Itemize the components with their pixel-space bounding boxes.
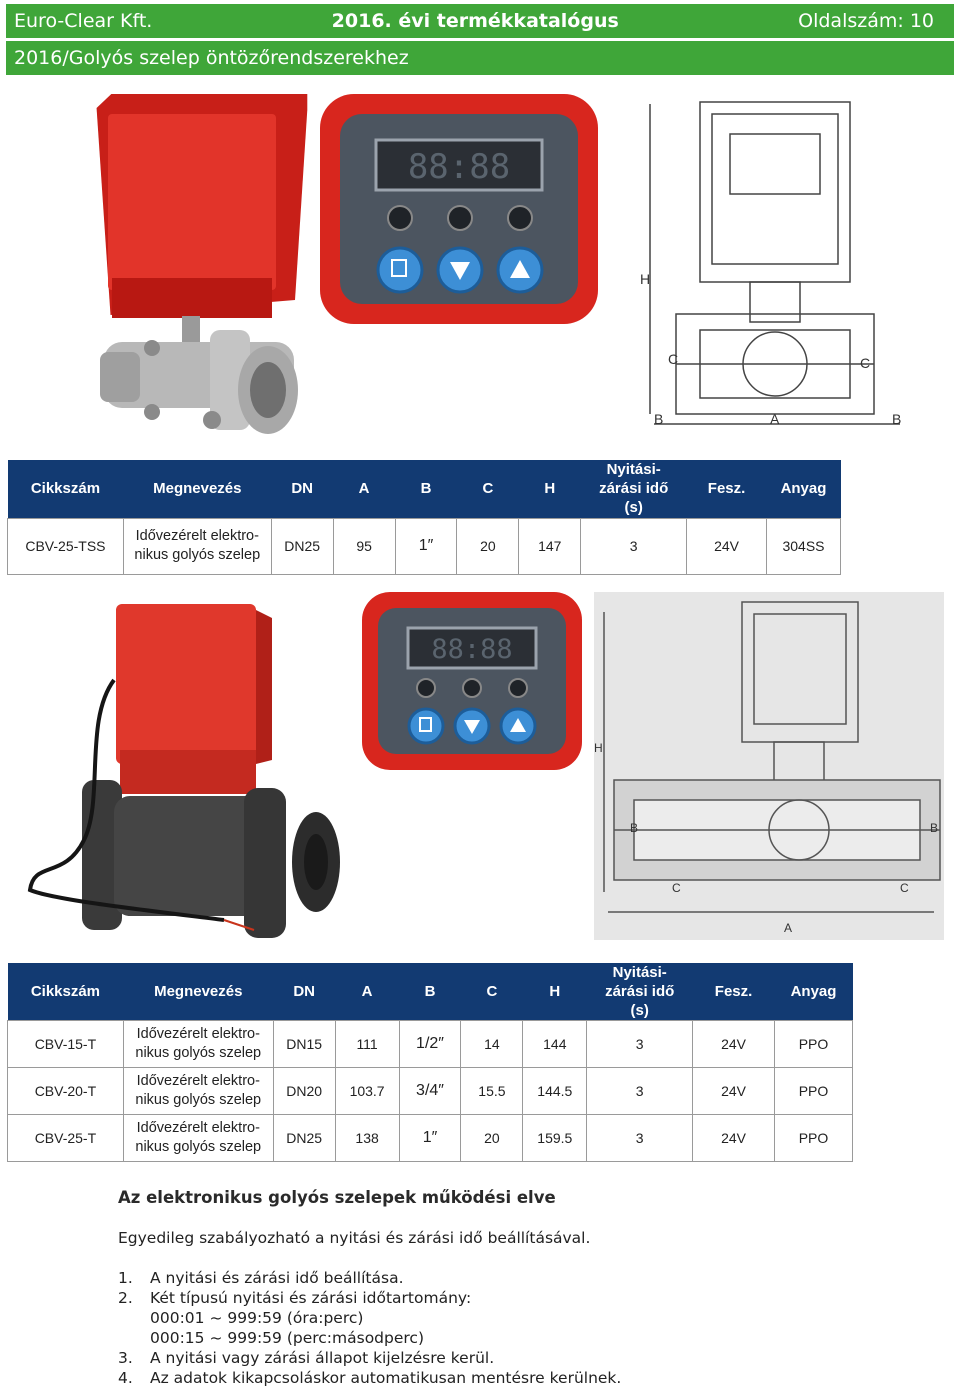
list-item <box>118 1308 621 1328</box>
col-header: Megnevezés <box>123 460 271 518</box>
col-header: Fesz. <box>687 460 767 518</box>
col-header: Anyag <box>766 460 840 518</box>
list-text: A nyitási vagy zárási állapot kijelzésre kerül. <box>150 1349 495 1367</box>
svg-text:C: C <box>860 355 871 371</box>
cell: CBV-25-T <box>8 1115 124 1162</box>
col-header: A <box>333 460 395 518</box>
cell: Idővezérelt elektro- nikus golyós szelep <box>123 1021 273 1068</box>
feature-list <box>118 1268 621 1388</box>
table-row <box>8 518 841 574</box>
list-number <box>118 1328 150 1348</box>
controller-panel-image-2 <box>360 590 584 772</box>
cell: Idővezérelt elektro- nikus golyós szelep <box>123 1068 273 1115</box>
cell: 3 <box>587 1115 693 1162</box>
cell: CBV-20-T <box>8 1068 124 1115</box>
panel-display-digits: 88:88 <box>407 147 511 187</box>
description-intro: Egyedileg szabályozható a nyitási és zárási idő beállításával. <box>118 1229 591 1247</box>
cell: 20 <box>461 1115 523 1162</box>
list-number: 2. <box>118 1289 133 1307</box>
svg-text:A: A <box>770 411 780 427</box>
cell: Idővezérelt elektro- nikus golyós szelep <box>123 518 271 574</box>
col-header: C <box>461 963 523 1021</box>
table-header-row <box>8 460 841 518</box>
col-header: Anyag <box>775 963 853 1021</box>
list-item <box>118 1368 621 1388</box>
col-header: Nyitási- zárási idő (s) <box>581 460 687 518</box>
cell: 159.5 <box>523 1115 587 1162</box>
list-item <box>118 1348 621 1368</box>
list-item <box>118 1268 621 1288</box>
page-subtitle: 2016/Golyós szelep öntözőrendszerekhez <box>14 47 409 69</box>
cell: 144 <box>523 1021 587 1068</box>
table-row <box>8 1021 853 1068</box>
list-text: A nyitási és zárási idő beállítása. <box>150 1269 404 1287</box>
col-header: Cikkszám <box>8 460 124 518</box>
cell: 24V <box>693 1068 775 1115</box>
page-number: Oldalszám: 10 <box>798 10 934 32</box>
cell: 95 <box>333 518 395 574</box>
col-header: Cikkszám <box>8 963 124 1021</box>
col-header: H <box>523 963 587 1021</box>
list-item <box>118 1328 621 1348</box>
table-row <box>8 1115 853 1162</box>
cell: 3 <box>587 1068 693 1115</box>
svg-text:C: C <box>900 881 909 895</box>
svg-text:A: A <box>784 921 793 935</box>
cell: 1″ <box>399 1115 461 1162</box>
svg-text:B: B <box>892 411 902 427</box>
cell: 1/2″ <box>399 1021 461 1068</box>
cell: 15.5 <box>461 1068 523 1115</box>
list-number: 1. <box>118 1269 133 1287</box>
svg-text:H: H <box>640 271 651 287</box>
panel-display-digits: 88:88 <box>431 634 513 665</box>
list-number: 3. <box>118 1349 133 1367</box>
cell: DN15 <box>273 1021 335 1068</box>
header-bar <box>6 4 954 38</box>
col-header: DN <box>271 460 333 518</box>
list-item <box>118 1288 621 1308</box>
description-intro-block <box>118 1229 590 1247</box>
col-header: DN <box>273 963 335 1021</box>
controller-panel-image <box>318 92 600 326</box>
cell: DN25 <box>273 1115 335 1162</box>
svg-text:H: H <box>594 741 603 755</box>
list-text: 000:15 ~ 999:59 (perc:másodperc) <box>150 1329 424 1347</box>
col-header: Nyitási- zárási idő (s) <box>587 963 693 1021</box>
cell: PPO <box>775 1115 853 1162</box>
cell: 24V <box>693 1021 775 1068</box>
technical-drawing-pvc <box>594 592 944 940</box>
cell: 3/4″ <box>399 1068 461 1115</box>
catalog-title: 2016. évi termékkatalógus <box>331 10 619 32</box>
list-number <box>118 1308 150 1328</box>
spec-table-1 <box>7 460 841 575</box>
list-text: Az adatok kikapcsoláskor automatikusan mentésre kerülnek. <box>150 1369 622 1387</box>
cell: 24V <box>693 1115 775 1162</box>
col-header: H <box>519 460 581 518</box>
col-header: Megnevezés <box>123 963 273 1021</box>
cell: CBV-15-T <box>8 1021 124 1068</box>
table-header-row <box>8 963 853 1021</box>
svg-text:B: B <box>930 821 939 835</box>
cell: PPO <box>775 1021 853 1068</box>
cell: 138 <box>335 1115 399 1162</box>
company-name: Euro-Clear Kft. <box>14 10 153 32</box>
spec-table-2 <box>7 963 853 1162</box>
cell: 1″ <box>395 518 457 574</box>
svg-text:B: B <box>630 821 639 835</box>
cell: 20 <box>457 518 519 574</box>
cell: CBV-25-TSS <box>8 518 124 574</box>
cell: 24V <box>687 518 767 574</box>
col-header: Fesz. <box>693 963 775 1021</box>
list-text: Két típusú nyitási és zárási időtartomány: <box>150 1289 472 1307</box>
cell: PPO <box>775 1068 853 1115</box>
description-section <box>118 1188 556 1207</box>
cell: Idővezérelt elektro- nikus golyós szelep <box>123 1115 273 1162</box>
cell: DN20 <box>273 1068 335 1115</box>
cell: 103.7 <box>335 1068 399 1115</box>
svg-text:B: B <box>654 411 664 427</box>
svg-text:C: C <box>668 351 679 367</box>
cell: 304SS <box>766 518 840 574</box>
cell: 14 <box>461 1021 523 1068</box>
cell: 3 <box>587 1021 693 1068</box>
pvc-valve-image <box>24 600 354 940</box>
table-row <box>8 1068 853 1115</box>
cell: DN25 <box>271 518 333 574</box>
cell: 147 <box>519 518 581 574</box>
col-header: B <box>395 460 457 518</box>
list-number: 4. <box>118 1369 133 1387</box>
stainless-valve-image <box>90 90 310 440</box>
technical-drawing-stainless <box>640 94 914 434</box>
cell: 3 <box>581 518 687 574</box>
col-header: A <box>335 963 399 1021</box>
cell: 111 <box>335 1021 399 1068</box>
svg-text:C: C <box>672 881 681 895</box>
cell: 144.5 <box>523 1068 587 1115</box>
description-heading: Az elektronikus golyós szelepek működési elve <box>118 1188 556 1207</box>
list-text: 000:01 ~ 999:59 (óra:perc) <box>150 1309 364 1327</box>
col-header: B <box>399 963 461 1021</box>
subtitle-bar <box>6 41 954 75</box>
col-header: C <box>457 460 519 518</box>
